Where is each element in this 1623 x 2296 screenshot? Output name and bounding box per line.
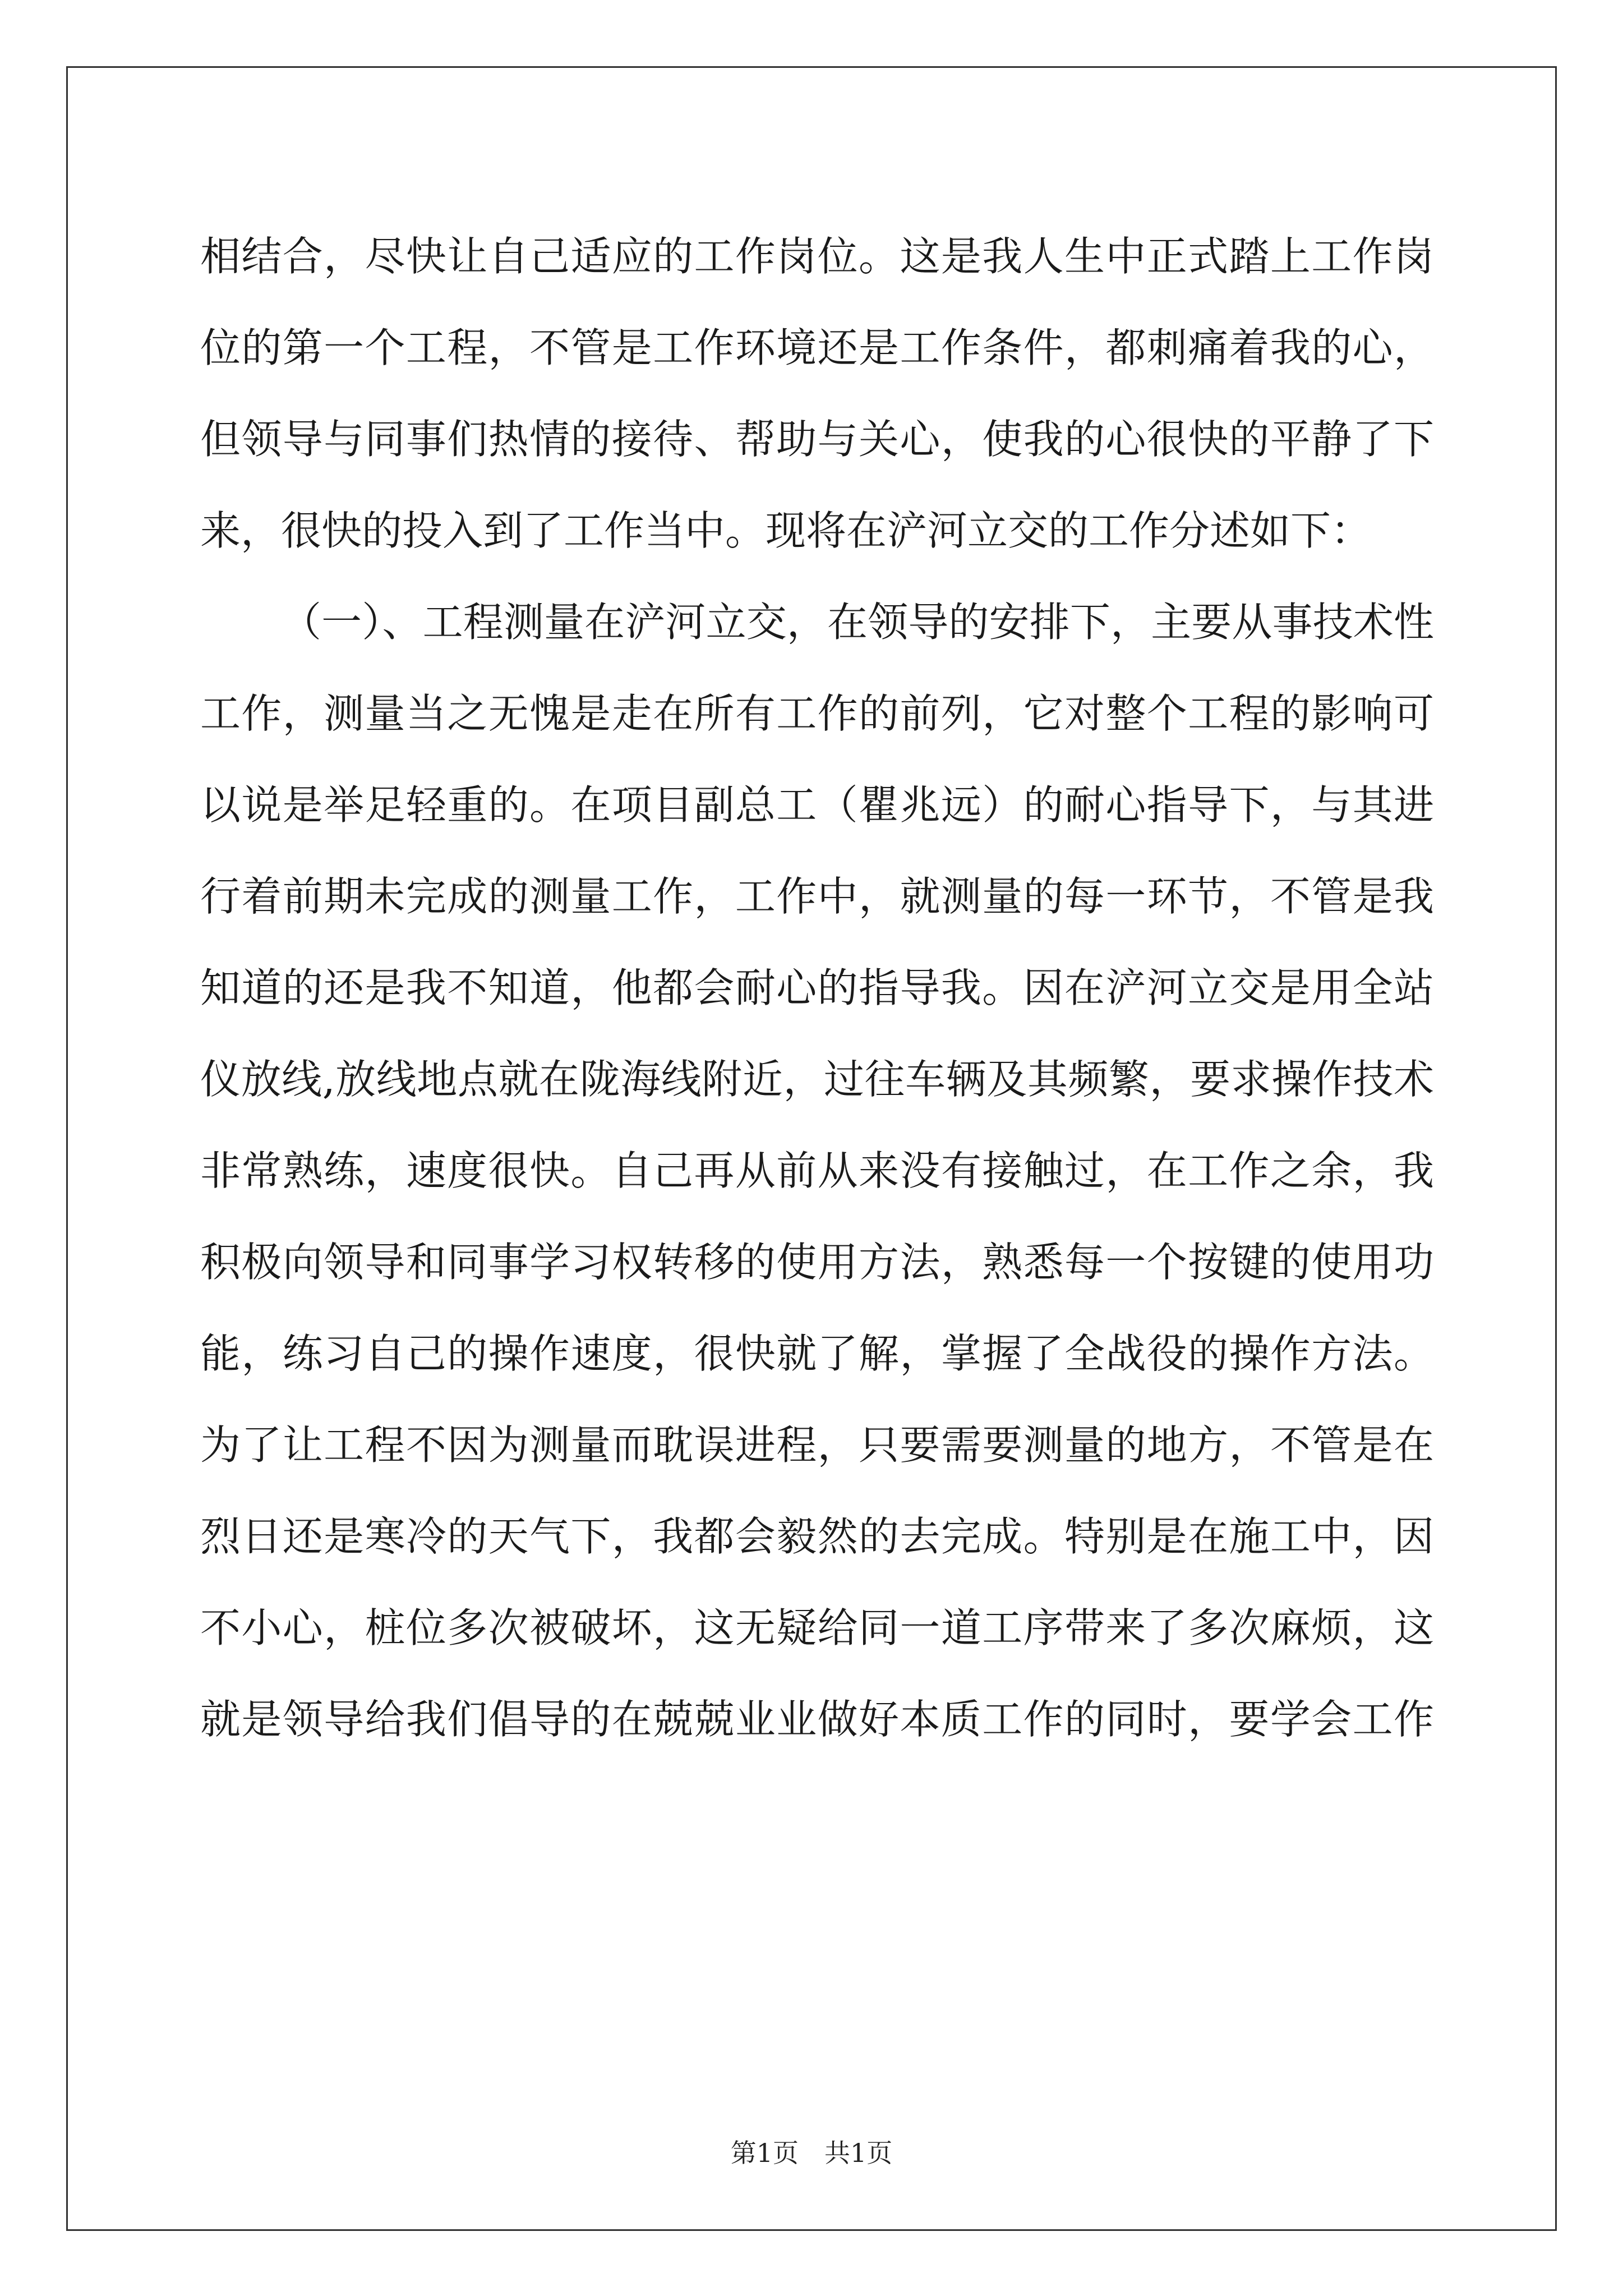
- text-line: 积极向领导和同事学习权转移的使用方法，熟悉每一个按键的使用功: [200, 1239, 1434, 1286]
- text-line: 知道的还是我不知道，他都会耐心的指导我。因在浐河立交是用全站: [200, 964, 1434, 1011]
- document-body: [200, 211, 1434, 1765]
- text-line: 就是领导给我们倡导的在兢兢业业做好本质工作的同时，要学会工作: [200, 1696, 1434, 1743]
- text-line: 仪放线,放线地点就在陇海线附近，过往车辆及其频繁，要求操作技术: [200, 1056, 1434, 1103]
- text-line: 但领导与同事们热情的接待、帮助与关心，使我的心很快的平静了下: [200, 416, 1434, 463]
- text-line: 相结合，尽快让自己适应的工作岗位。这是我人生中正式踏上工作岗: [200, 233, 1434, 280]
- text-line: 工作，测量当之无愧是走在所有工作的前列，它对整个工程的影响可: [200, 690, 1434, 737]
- text-line: 位的第一个工程，不管是工作环境还是工作条件，都刺痛着我的心，: [200, 324, 1434, 371]
- text-line: 以说是举足轻重的。在项目副总工（瞿兆远）的耐心指导下，与其进: [200, 781, 1434, 829]
- text-line: 为了让工程不因为测量而耽误进程，只要需要测量的地方，不管是在: [200, 1421, 1434, 1469]
- text-line: 来，很快的投入到了工作当中。现将在浐河立交的工作分述如下：: [200, 507, 1372, 554]
- text-line: 不小心，桩位多次被破坏，这无疑给同一道工序带来了多次麻烦，这: [200, 1604, 1434, 1651]
- text-line: 能，练习自己的操作速度，很快就了解，掌握了全战役的操作方法。: [200, 1330, 1434, 1377]
- text-line: （一）、工程测量在浐河立交，在领导的安排下，主要从事技术性: [281, 599, 1434, 646]
- page-footer: 第1页 共1页: [730, 2138, 893, 2168]
- text-line: 非常熟练，速度很快。自己再从前从来没有接触过，在工作之余，我: [200, 1147, 1434, 1194]
- text-line: 烈日还是寒冷的天气下，我都会毅然的去完成。特别是在施工中，因: [200, 1513, 1434, 1560]
- text-line: 行着前期未完成的测量工作，工作中，就测量的每一环节，不管是我: [200, 873, 1434, 920]
